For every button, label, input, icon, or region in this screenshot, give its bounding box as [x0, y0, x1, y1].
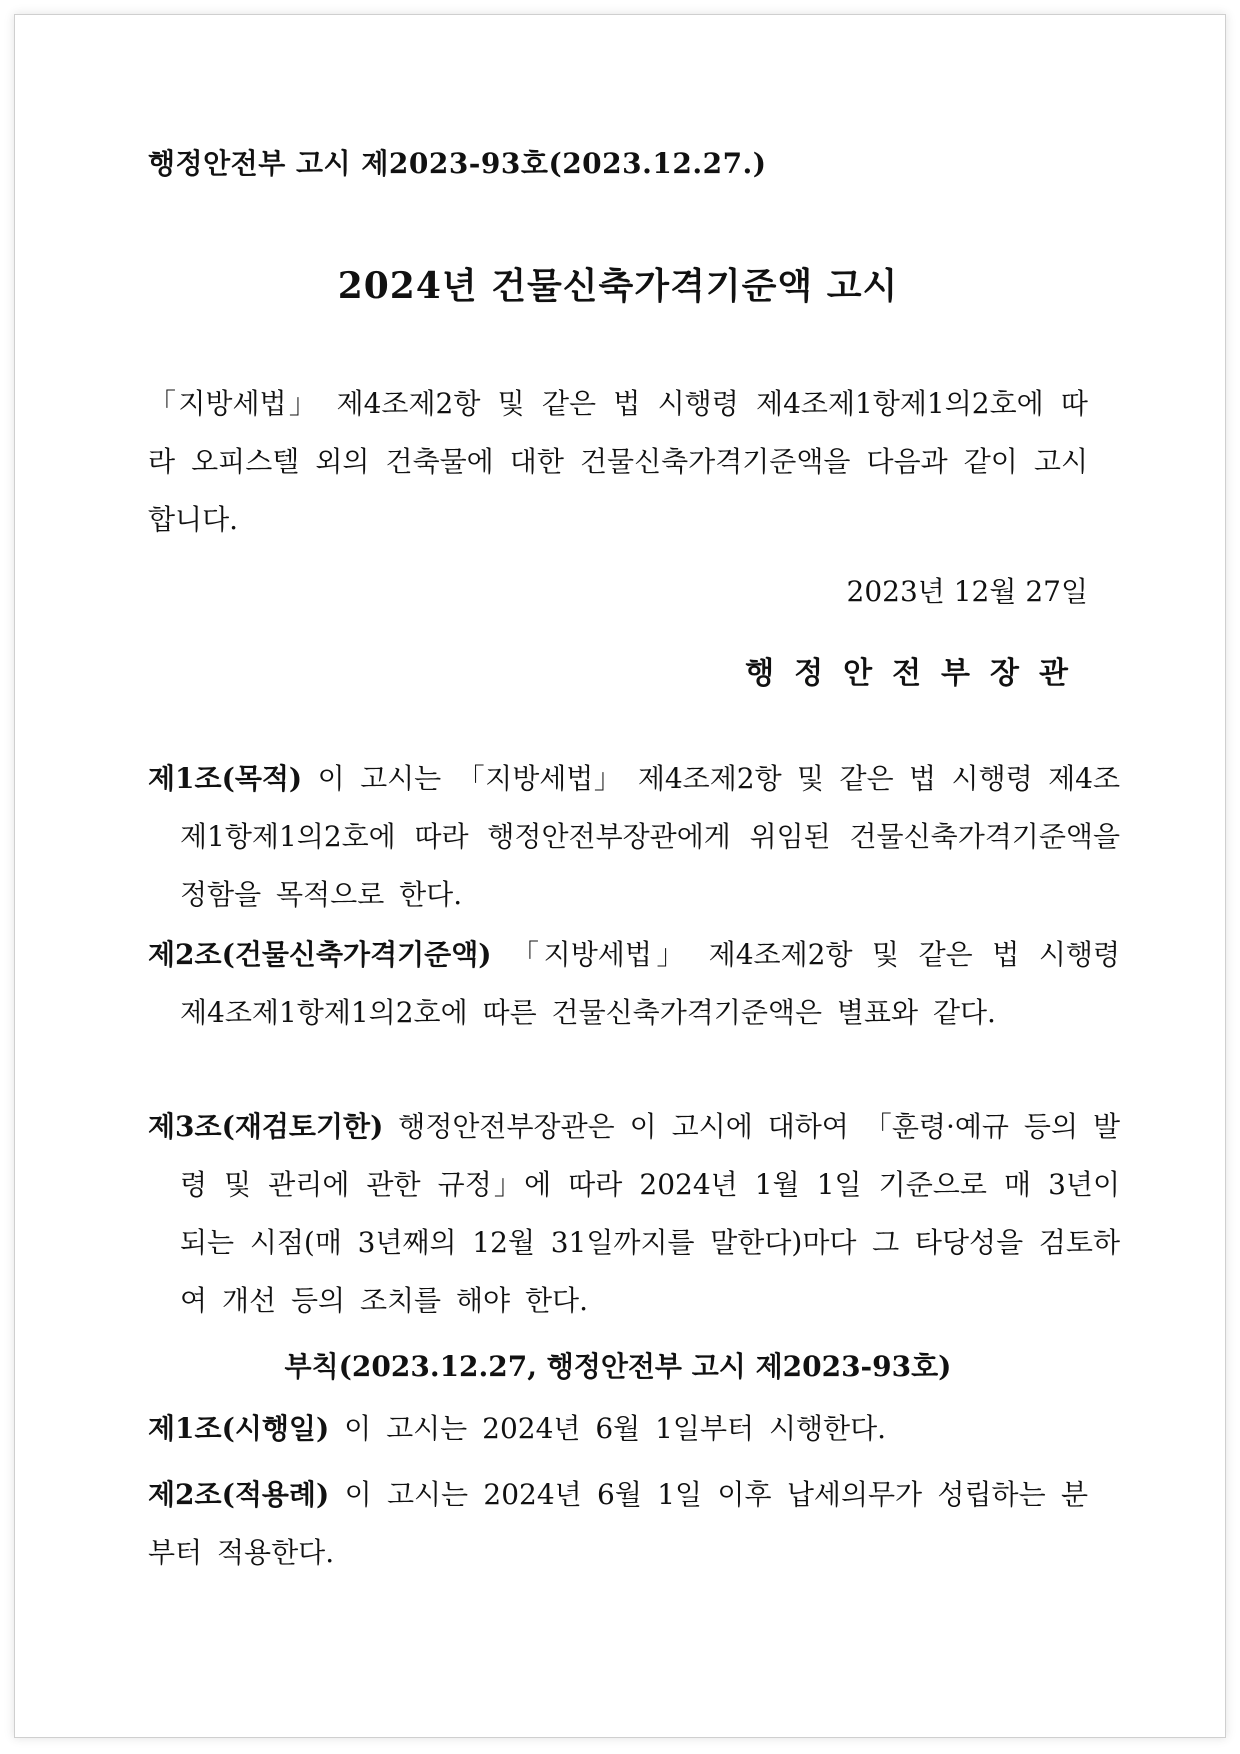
addendum-article-heading: 제1조(시행일) [148, 1412, 330, 1445]
intro-paragraph: 「지방세법」 제4조제2항 및 같은 법 시행령 제4조제1항제1의2호에 따라 오피스텔 외의 건축물에 대한 건물신축가격기준액을 다음과 같이 고시합니다. [148, 387, 1088, 536]
addendum-article-body: 이 고시는 2024년 6월 1일부터 시행한다. [329, 1412, 887, 1445]
addendum-article-heading: 제2조(적용례) [148, 1478, 330, 1511]
addendum-article-body: 이 고시는 2024년 6월 1일 이후 납세의무가 성립하는 분부터 적용한다. [148, 1478, 1088, 1569]
article-heading: 제1조(목적) [148, 762, 303, 795]
notice-date: 2023년 12월 27일 [846, 575, 1088, 608]
document-title: 2024년 건물신축가격기준액 고시 [337, 265, 899, 307]
article-body: 행정안전부장관은 이 고시에 대하여 「훈령·예규 등의 발령 및 관리에 관한 규정」에 따라 2024년 1월 1일 기준으로 매 3년이 되는 시점(매 3년째의 12월 31일까지를 말한다)마다 그 타당성을 검토하여 개선 등의 조치를 해야 한다. [180, 1110, 1120, 1317]
article-body: 이 고시는 「지방세법」 제4조제2항 및 같은 법 시행령 제4조제1항제1의2호에 따라 행정안전부장관에게 위임된 건물신축가격기준액을 정함을 목적으로 한다. [180, 762, 1120, 911]
article-2 [148, 926, 1120, 1042]
signer: 행정안전부장관 [745, 656, 1088, 691]
article-heading: 제3조(재검토기한) [148, 1110, 384, 1143]
notice-number: 행정안전부 고시 제2023-93호(2023.12.27.) [148, 147, 767, 180]
addendum-article-2 [148, 1466, 1088, 1582]
addendum-article-1 [148, 1400, 1088, 1458]
article-3 [148, 1098, 1120, 1330]
article-heading: 제2조(건물신축가격기준액) [148, 938, 492, 971]
article-body: 「지방세법」 제4조제2항 및 같은 법 시행령 제4조제1항제1의2호에 따른 건물신축가격기준액은 별표와 같다. [180, 938, 1120, 1029]
addendum-title: 부칙(2023.12.27, 행정안전부 고시 제2023-93호) [284, 1350, 952, 1383]
article-1 [148, 750, 1120, 924]
